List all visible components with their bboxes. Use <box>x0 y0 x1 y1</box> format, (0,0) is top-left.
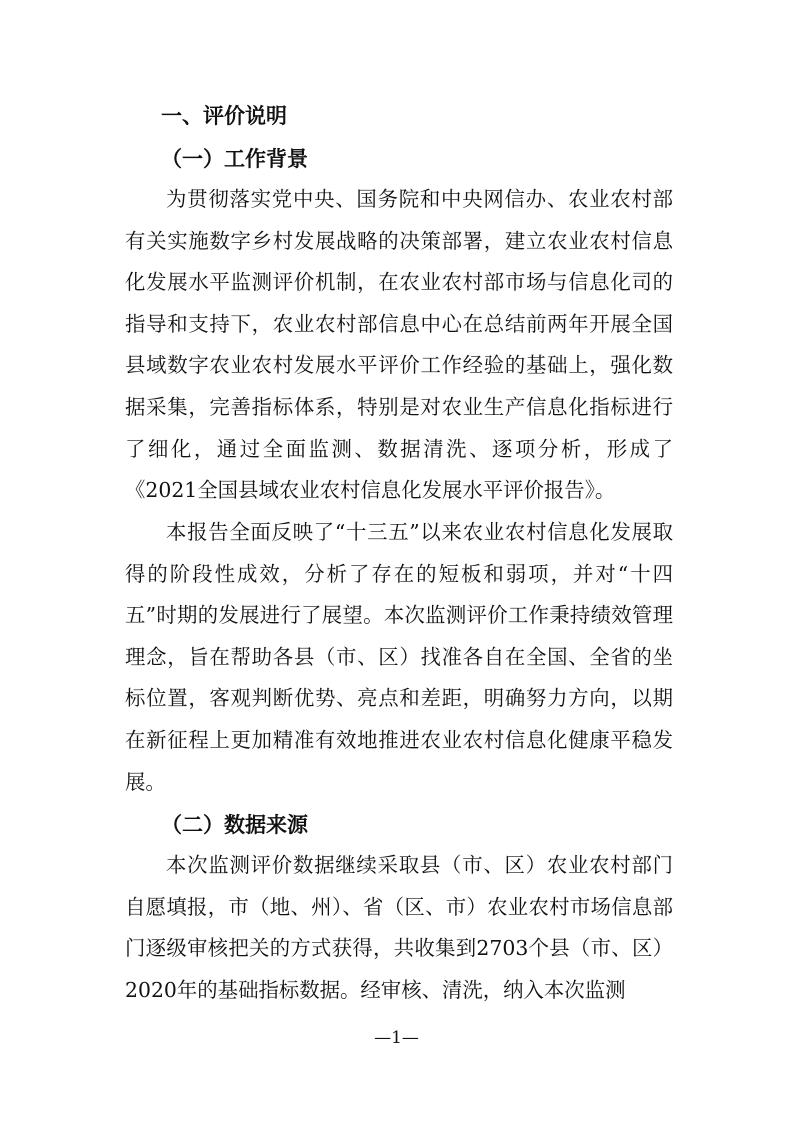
paragraph-work-background-1: 为贯彻落实党中央、国务院和中央网信办、农业农村部有关实施数字乡村发展战略的决策部署，建立农业农村信息化发展水平监测评价机制，在农业农村部市场与信息化司的指导和支持下，农业农村部信息中心在总结前两年开展全国县域数字农业农村发展水平评价工作经验的基础上，强化数据采集，完善指标体系，特别是对农业生产信息化指标进行了细化，通过全面监测、数据清洗、逐项分析，形成了《2021全国县域农业农村信息化发展水平评价报告》。 <box>125 187 673 503</box>
paragraph-work-background-2: 本报告全面反映了“十三五”以来农业农村信息化发展取得的阶段性成效，分析了存在的短板和弱项，并对“十四五”时期的发展进行了展望。本次监测评价工作秉持绩效管理理念，旨在帮助各县（市、区）找准各自在全国、全省的坐标位置，客观判断优势、亮点和差距，明确努力方向，以期在新征程上更加精准有效地推进农业农村信息化健康平稳发展。 <box>125 520 673 794</box>
paragraph-data-source-1: 本次监测评价数据继续采取县（市、区）农业农村部门自愿填报，市（地、州）、省（区、市）农业农村市场信息部门逐级审核把关的方式获得，共收集到2703个县（市、区）2020年的基础指标数据。经审核、清洗，纳入本次监测 <box>125 853 673 1002</box>
subsection-heading-work-background: （一）工作背景 <box>161 147 308 171</box>
page-number: —1— <box>374 1028 419 1048</box>
section-heading: 一、评价说明 <box>161 104 287 128</box>
subsection-heading-data-source: （二）数据来源 <box>161 813 308 837</box>
